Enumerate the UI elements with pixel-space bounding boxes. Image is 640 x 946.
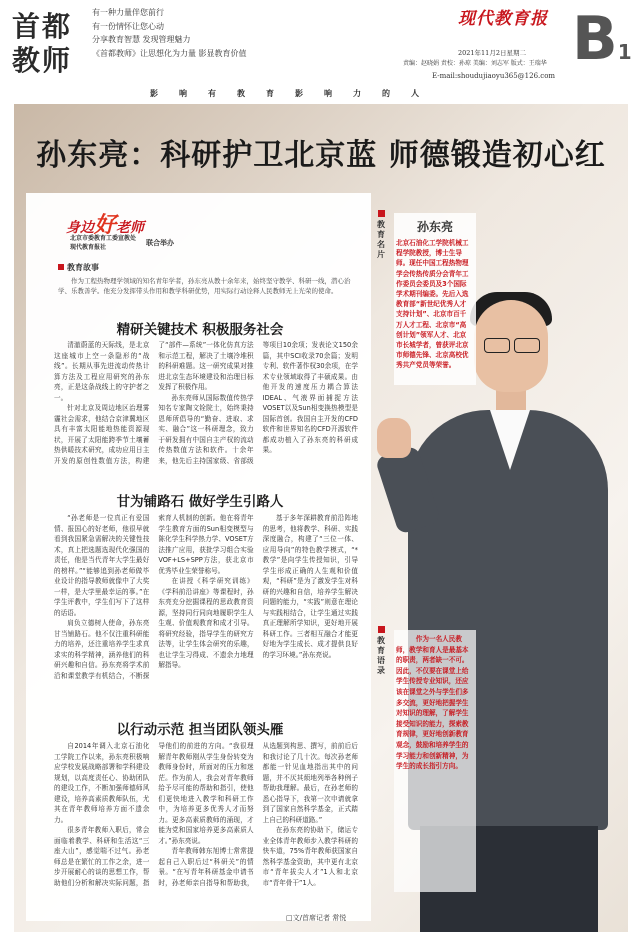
column-runner: 联合举办 — [146, 238, 174, 247]
organizer: 北京市委教育工委宣教处 — [70, 235, 137, 242]
column-title-big: 好 — [94, 212, 117, 238]
tagline: 有一份情怀让您心动 — [92, 21, 164, 31]
portrait-hand — [377, 418, 411, 458]
paragraph: 很多青年教师入职后，常会面临着教学、科研和生活这“三座大山”，感觉喘不过气。孙老师总是在繁忙的工作之余，进一步开展耐心的谈的思想工作，帮助他们分析和解决实际问题，指导他们的前进的方向。“我很理解青年教师刚从学生身份转变为教师身份时，所面对的压力和迷茫。作为前人，我会对青年教师给予尽可能的帮助和指引，使他们更快地进入教学和科研工作中，为培养更多优秀人才而努力。更多高素质教师的涌现，才能为党和国家培养更多高素质人才。”孙东亮说。 — [54, 742, 254, 887]
quote-card-label: 教育语录 — [377, 626, 389, 675]
section-number: 1 — [617, 40, 632, 64]
name-card-bio: 北京石油化工学院机械工程学院教授，博士生导师。现任中国工程热物理学会传热传质分会青年工作委员会委员及3个国际学术期刊编委。先后入选教育部“新世纪优秀人才支持计划”、北京市百千万人才工程、北京市“高创计划”领军人才、北京市长城学者，曾获评北京市师德先锋、北京高校优秀共产党员等荣誉。 — [396, 239, 469, 370]
organizer: 现代教育报社 — [70, 244, 107, 251]
story-label: 教育故事 — [58, 262, 99, 273]
masthead — [0, 0, 640, 92]
section-heading: 精研关键技术 积极服务社会 — [116, 322, 284, 338]
section-marker — [572, 6, 632, 85]
section-heading: 以行动示范 担当团队领头雁 — [116, 722, 284, 738]
tagline: 《首都教师》让思想化为力量 影显教育价值 — [92, 48, 247, 58]
section-heading: 甘为铺路石 做好学生引路人 — [116, 494, 284, 510]
paper-logo: 现代教育报 — [458, 9, 548, 29]
paragraph: 针对北京及周边地区治理雾霾社会需求，他结合京津冀地区具有丰富太阳能地热能资源现状，开展了太阳能跨季节土壤蓄热供暖技术研究，成功应用日主开发的原创性数值方法，构建了“部件—系统”一体化仿真方法和示范工程，解决了土壤冷堆积的科研难题。这一研究成果对推进北京生态环境建设和治理目标发挥了积极作用。 — [54, 341, 254, 465]
tagline: 有一种力量伴您前行 — [92, 8, 164, 17]
issue-date: 2021年11月2日星期二 — [458, 49, 526, 57]
paragraph: 自2014年调入北京石油化工学院工作以来，孙东亮积极响应学校发展战略部署和学科建设规划，以高度责任心、协助团队的建设工作，不断加强师德师风建设，培养高素质教师队伍，尤其在青年教师培养方面不遗余力。 — [54, 742, 150, 824]
column-organizers — [70, 234, 136, 252]
masthead-slogan: 影响有教育影响力的人 — [150, 88, 440, 98]
section-body — [54, 741, 358, 911]
paragraph: 在讲授《科学研究训练》《学科前沿讲座》等课程时，孙东亮充分挖掘课程的思政教育资源，坚持同行同向地履职学生人生观、价值观教育和成才引导。将研究经验，指导学生的研究方法等，让学生体会研究的乐趣，也让学生习得成、不遗余力地理解指导。 — [158, 577, 254, 669]
portrait-glasses — [482, 338, 542, 352]
article-intro: 作为工程热物理学领域的知名青年学者，孙东亮从教十余年来，始终坚守教学、科研一线，潜心治学、乐教善学。他充分发挥带头作用和教学科研优势，用实际行动诠释人民教师无上光荣的使命。 — [58, 277, 351, 295]
section-body — [54, 513, 358, 713]
column-title-suffix: 老师 — [116, 220, 145, 236]
section-letter: B — [572, 4, 618, 74]
editors-credit: 责编：赵晓娟 责校：孙琼 美编：刘志军 版式：王瑞华 — [403, 60, 547, 67]
byline: □文/首席记者 常悦 — [286, 914, 347, 922]
name-card-name: 孙东亮 — [416, 220, 453, 234]
contact-email: E-mail:shoudujiaoyu365@126.com — [432, 72, 556, 80]
article-headline: 孙东亮：科研护卫北京蓝 师德锻造初心红 — [36, 138, 606, 173]
name-card-label: 教育名片 — [377, 210, 389, 259]
tagline: 分享教育智慧 发现管理魅力 — [92, 35, 191, 44]
paragraph: “孙老师是一位真正有爱国情、报国心的好老师，他很早就看到我国紧急需解决的关键性技术，真上把选题选现代化强国的责任，他是当代青年大学生最好的榜样。”“能够追到孙老师做毕业设计的指导教师就像中了大奖一样，是大学里最幸运的事。”在学生评教中，学生们写下了这样的话语。 — [54, 514, 150, 617]
masthead-taglines — [92, 6, 247, 60]
paragraph: 清澈蔚蓝的天际线，是北京这座城市上空一条隐形的“战线”。长期从事先进流动传热计算方法及工程应用研究的孙东亮，正是这条战线上的守护者之一。 — [54, 341, 150, 402]
paragraph: 孙东亮师从国际数值传热学知名专家陶文铨院士，始终秉持恩师所倡导的“勤奋、进取、求实、融合”这一科研理念，致力于研发拥有中国自主产权的流动传热数值方法和软件。十余年来，他先后主持国家级、省部级等项目10余项；发表论文150余篇，其中SCI收录70余篇；发明专利、软件著作权30余项，在学术专业领域取得了丰硕成果。由他开发的速度压力耦合算法IDEAL、气液界面捕捉方法VOSET以及Sun相变换热模型是国际首创。我国自主开发的CFD软件和世界知名的CFD开源软件都成功植入了孙东亮的科研成果。 — [158, 341, 358, 465]
column-title-prefix: 身边 — [66, 220, 94, 236]
masthead-title: 首都教师 — [12, 10, 73, 77]
paragraph: 在孙东亮的协助下，储运专业全体青年教师步入教学科研的快车道，75%青年教师获国家自然科学基金资助，其中更有北京市“青年拔尖人才”1人和北京市“青年骨干”1人。 — [262, 826, 358, 887]
quote-text: 作为一名人民教师，教学和育人是最基本的职责，两者缺一不可。因此，不仅要在课堂上给学生传授专业知识，还应该在课堂之外与学生们多多交流，更好地把握学生对知识的理解，了解学生接受知识的能力，探索教育规律，更好地创新教育观念，鼓励和培养学生的学习能力和创新精神，为学生的成长指引方向。 — [396, 635, 469, 771]
paragraph: 肩负立德树人使命，孙东亮甘当铺路石。他不仅注重科研能力的培养，还注重培养学生求真求实的科学精神，涵养他们的科研兴趣和自信。孙东亮将学术前沿和课堂教学有机结合，不断探索育人机制的创新。他在将青年学生教育方面的Sun相变模型与陈化学生科学热力学、VOSET方法推广应用，获批学习组合实验VOF+LS+SPP方法，获北京市优秀毕业生荣誉称号。 — [54, 514, 254, 680]
paragraph: 基于多年深耕教育前沿阵地的思考，他将教学、科研、实践深度融合，构建了“三位一体、应用导向”的特色教学模式，“*教学”是向学生传授知识，引导学生形成正确的人生观和价值观，“科研”是为了激发学生对科研的兴趣和自信，培养学生解决问题的能力，“实践”则意在理论与实践相结合，让学生通过实践真正理解所学知识，更好地开展科研工作。三者相互融合才能更好地为学生成长、成才提供良好的学习环境。”孙东亮说。 — [262, 514, 358, 659]
column-badge — [30, 200, 210, 260]
paragraph: 青年教师韩东旭博士常常提起自己入职后过“科研关”的情景。“在写青年科研基金申请书时，孙老师亲自指导和帮助我，从选题到构思、撰写，前前后后和我讨论了几十次。每次孙老师都能一针见血地指出其中的问题，并不厌其烦地列举各种例子帮助我理解。最后，在孙老师的悉心指导下，我第一次申请就拿到了国家自然科学基金，正式踏上自己的科研道路。” — [158, 742, 358, 887]
section-body — [54, 340, 358, 480]
